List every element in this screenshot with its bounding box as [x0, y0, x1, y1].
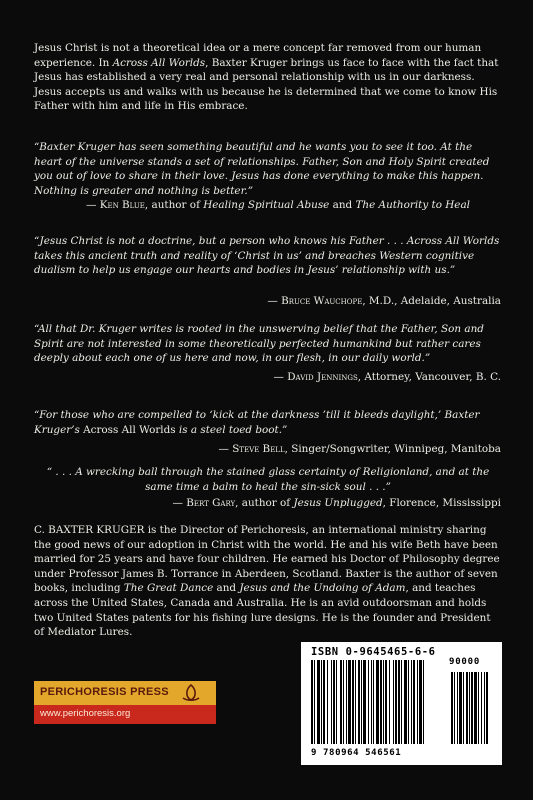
- barcode-bars: [311, 660, 493, 750]
- endorsement-attribution-5: — Bert Gary, author of Jesus Unplugged, Florence, Mississippi: [172, 497, 501, 509]
- endorsement-attribution-3: — David Jennings, Attorney, Vancouver, B. C.: [273, 371, 501, 383]
- endorsement-attribution-4: — Steve Bell, Singer/Songwriter, Winnipeg, Manitoba: [218, 443, 501, 455]
- publisher-logo: [34, 681, 216, 724]
- intro-paragraph: Jesus Christ is not a theoretical idea or a mere concept far removed from our human experience. In Across All Worlds, Baxter Kruger brings us face to face with the fact that Jesus has established a very real and personal relationship with us in our darkness. Jesus accepts us and walks with us because he is determined that we come to know His Father with him and life in His embrace.: [34, 42, 499, 113]
- endorsement-quote-2: “Jesus Christ is not a doctrine, but a person who knows his Father . . . Across All Worlds takes this ancient truth and reality of ‘Christ in us’ and breaches Western cognitive dualism to help us engage our hearts and bodies in Jesus’ relationship with us.”: [34, 235, 500, 277]
- endorsement-attribution-2: — Bruce Wauchope, M.D., Adelaide, Australia: [267, 295, 501, 307]
- endorser-name: Bert Gary: [186, 497, 236, 509]
- author-bio: C. BAXTER KRUGER is the Director of Perichoresis, an international ministry sharing the good news of our adoption in Christ with the world. He and his wife Beth have been married for 25 years and have four children. He earned his Doctor of Philosophy degree under Professor James B. Torrance in Aberdeen, Scotland. Baxter is the author of seven books, including The Great Dance and Jesus and the Undoing of Adam, and teaches across the United States, Canada and Australia. He is an avid outdoorsman and holds two United States patents for his fishing lure designs. He is the founder and President of Mediator Lures.: [34, 524, 500, 639]
- endorsement-quote-5: “ . . . A wrecking ball through the stained glass certainty of Religionland, and at the same time a balm to heal the sin-sick soul . . .”: [46, 466, 490, 493]
- endorsement-attribution-1: — Ken Blue, author of Healing Spiritual Abuse and The Authority to Heal: [86, 199, 470, 211]
- endorsement-quote-4: “For those who are compelled to ‘kick at the darkness ’till it bleeds daylight,’ Baxter Kruger’s Across All Worlds is a steel toed boot.”: [34, 409, 480, 436]
- endorser-name: David Jennings: [287, 371, 358, 383]
- ean-number: 9 780964 546561: [311, 748, 402, 758]
- price-code: 90000: [449, 657, 481, 667]
- publisher-name: PERICHORESIS PRESS: [40, 686, 169, 698]
- trinity-knot-icon: [180, 683, 202, 703]
- isbn-barcode: [301, 642, 502, 765]
- publisher-url: www.perichoresis.org: [40, 708, 131, 719]
- endorser-name: Ken Blue: [99, 199, 145, 211]
- endorsement-quote-1: “Baxter Kruger has seen something beautiful and he wants you to see it too. At the heart of the universe stands a set of relationships. Father, Son and Holy Spirit created you out of love to share in their love. Jesus has done everything to make this happen. Nothing is greater and nothing is better.”: [34, 141, 490, 197]
- endorsement-quote-3: “All that Dr. Kruger writes is rooted in the unswerving belief that the Father, Son and Spirit are not interested in some theoretically perfected humankind but rather cares deeply about each one of us here and now, in our flesh, in our daily world.”: [34, 323, 484, 365]
- isbn-label: ISBN 0-9645465-6-6: [311, 646, 436, 658]
- endorser-name: Steve Bell: [232, 443, 285, 455]
- book-title: Across All Worlds: [112, 56, 206, 69]
- endorser-name: Bruce Wauchope: [281, 295, 363, 307]
